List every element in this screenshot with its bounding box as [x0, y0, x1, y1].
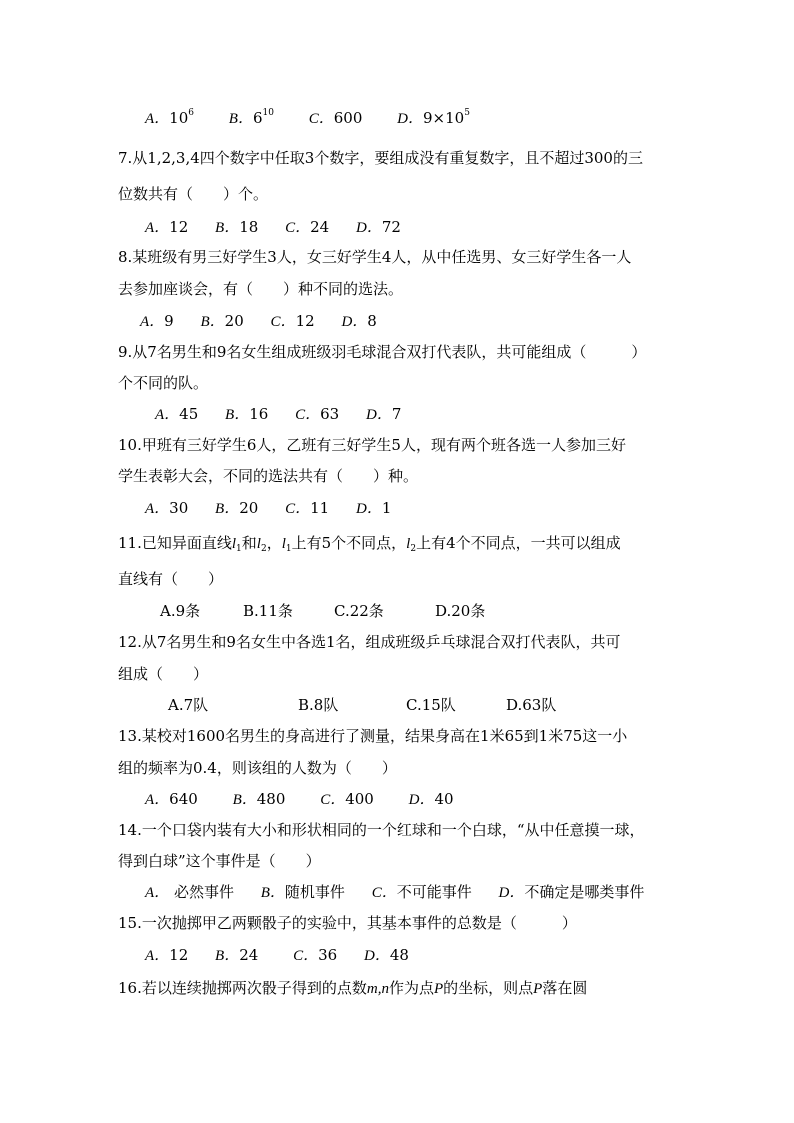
option-b: B．18 — [215, 218, 259, 236]
option-a: A.7队 — [168, 696, 209, 714]
option-b: B．16 — [225, 405, 269, 423]
option-b: B．20 — [200, 312, 244, 330]
q8-line2: 去参加座谈会，有（ ）种不同的选法。 — [118, 280, 404, 298]
option-a: A．$10^6$ — [145, 108, 194, 127]
option-d: D.63队 — [506, 696, 557, 714]
option-b: B．$6^{10}$ — [228, 108, 274, 127]
q7-line1: 7.从1,2,3,4四个数字中任取3个数字，要组成没有重复数字，且不超过300的三 — [118, 149, 643, 167]
option-d: D．48 — [363, 946, 409, 964]
option-c: C．63 — [295, 405, 340, 423]
q14-line1: 14.一个口袋内装有大小和形状相同的一个红球和一个白球，“从中任意摸一球， — [118, 821, 645, 839]
q8-line1: 8.某班级有男三好学生3人，女三好学生4人，从中任选男、女三好学生各一人 — [118, 248, 632, 266]
q9-line1: 9.从7名男生和9名女生组成班级羽毛球混合双打代表队，共可能组成（ ） — [118, 343, 647, 361]
q10-line2: 学生表彰大会，不同的选法共有（ ）种。 — [118, 467, 419, 485]
option-d: D.20条 — [435, 602, 486, 620]
option-b: B.8队 — [298, 696, 339, 714]
q10-options — [145, 498, 391, 519]
q15-options — [145, 945, 409, 966]
option-c: C．400 — [320, 790, 374, 808]
option-c: C．600 — [308, 109, 363, 127]
q11-line2: 直线有（ ） — [118, 570, 224, 588]
q6-options — [145, 108, 470, 129]
option-d: D．$9\times 10^5$ — [397, 108, 470, 127]
q9-options — [155, 404, 401, 425]
q10-line1: 10.甲班有三好学生6人，乙班有三好学生5人，现有两个班各选一人参加三好 — [118, 436, 626, 454]
q16-line1: 16.若以连续抛掷两次骰子得到的点数m,n作为点P的坐标，则点P落在圆 — [118, 979, 588, 997]
option-d: D．8 — [341, 312, 377, 330]
q11-options — [160, 601, 485, 621]
q12-line2: 组成（ ） — [118, 665, 209, 683]
option-a: A．30 — [145, 499, 189, 517]
option-c: C．24 — [285, 218, 330, 236]
option-a: A．12 — [145, 946, 189, 964]
option-b: B.11条 — [243, 602, 293, 620]
q13-line1: 13.某校对1600名男生的身高进行了测量，结果身高在1米65到1米75这一小 — [118, 727, 628, 745]
option-d: D．72 — [355, 218, 401, 236]
q12-line1: 12.从7名男生和9名女生中各选1名，组成班级乒乓球混合双打代表队，共可 — [118, 633, 621, 651]
option-c: C.22条 — [334, 602, 384, 620]
q15-line1: 15.一次抛掷甲乙两颗骰子的实验中，其基本事件的总数是（ ） — [118, 914, 577, 932]
option-a: A． 必然事件 — [145, 883, 234, 901]
option-b: B．480 — [232, 790, 286, 808]
q14-options — [145, 882, 644, 903]
option-d: D．7 — [365, 405, 402, 423]
option-d: D．40 — [408, 790, 454, 808]
option-b: B．随机事件 — [260, 883, 345, 901]
q13-options — [145, 789, 454, 810]
option-b: B．24 — [215, 946, 259, 964]
q8-options — [140, 311, 377, 332]
q7-line2: 位数共有（ ）个。 — [118, 185, 269, 203]
option-a: A．45 — [155, 405, 199, 423]
q11-line1: 11.已知异面直线$l_1$和$l_2$，$l_1$上有5个不同点，$l_2$上有4个不同点，一共可以组成 — [118, 534, 621, 554]
q14-line2: 得到白球”这个事件是（ ） — [118, 852, 321, 870]
option-a: A．640 — [145, 790, 198, 808]
option-c: C．36 — [293, 946, 338, 964]
option-d: D．1 — [355, 499, 392, 517]
option-a: A．12 — [145, 218, 189, 236]
option-c: C．12 — [270, 312, 315, 330]
option-a: A.9条 — [160, 602, 201, 620]
q12-options — [168, 695, 556, 715]
q7-options — [145, 217, 401, 238]
q9-line2: 个不同的队。 — [118, 374, 209, 392]
option-c: C．不可能事件 — [371, 883, 472, 901]
option-c: C．11 — [285, 499, 330, 517]
option-c: C.15队 — [406, 696, 456, 714]
q13-line2: 组的频率为0.4，则该组的人数为（ ） — [118, 759, 397, 777]
option-a: A．9 — [140, 312, 174, 330]
option-b: B．20 — [215, 499, 259, 517]
option-d: D．不确定是哪类事件 — [498, 883, 645, 901]
